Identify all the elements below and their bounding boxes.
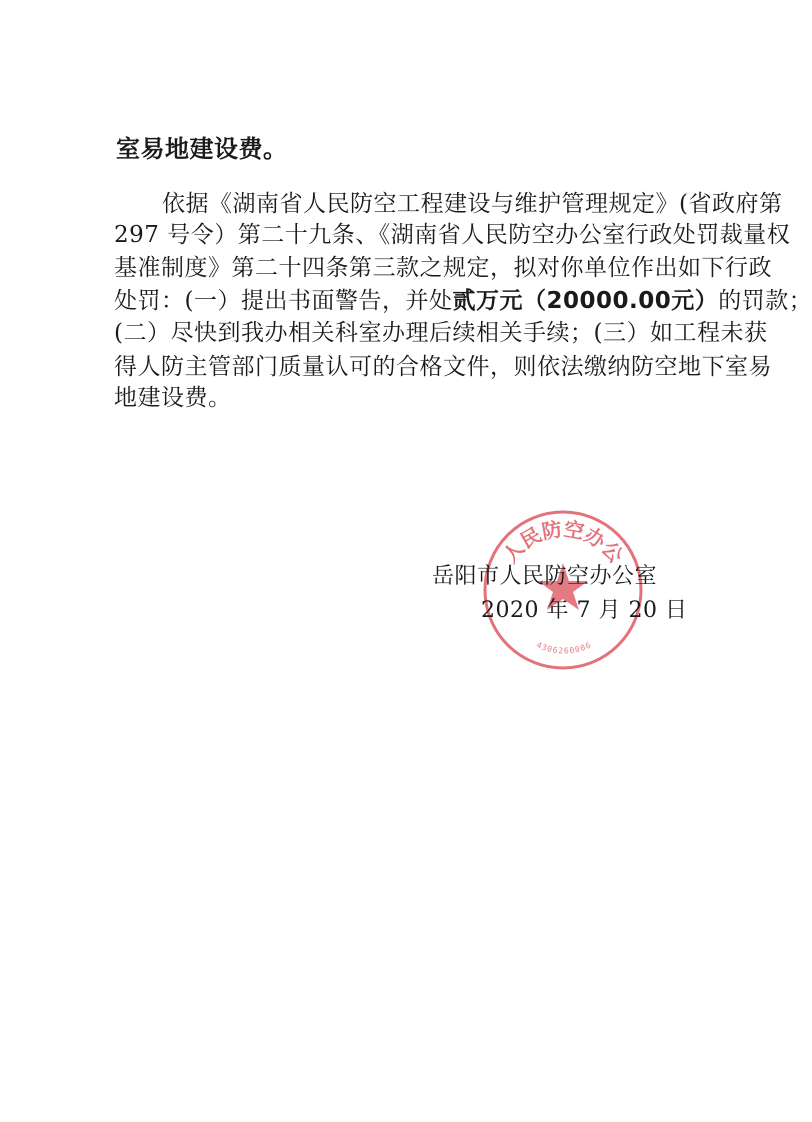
body-line-3: 基准制度》第二十四条第三款之规定，拟对你单位作出如下行政 xyxy=(114,255,772,281)
body-line-6: 得人防主管部门质量认可的合格文件，则依法缴纳防空地下室易 xyxy=(114,354,772,380)
body-line-7: 地建设费。 xyxy=(114,385,232,411)
body-line-4 xyxy=(114,286,812,316)
svg-text:人民防空办公 xyxy=(498,517,629,569)
heading-fragment: 室易地建设费。 xyxy=(116,135,288,163)
body-line-5: (二）尽快到我办相关科室办理后续相关手续；(三）如工程未获 xyxy=(114,320,768,346)
fine-amount: 贰万元（20000.00元） xyxy=(452,288,719,314)
signature-date: 2020 年 7 月 20 日 xyxy=(481,598,688,623)
svg-text:4306260006 xyxy=(535,640,593,655)
seal-arc-text: 人民防空办公 xyxy=(497,516,629,568)
body-line-2: 297 号令）第二十九条、《湖南省人民防空办公室行政处罚裁量权 xyxy=(114,222,791,248)
body-line-4-pre: 处罚：(一）提出书面警告，并处 xyxy=(114,288,453,314)
body-line-4-post: 的罚款； xyxy=(718,288,812,314)
signature-org: 岳阳市人民防空办公室 xyxy=(432,564,658,589)
seal-number: 4306260006 xyxy=(535,640,593,656)
body-line-1: 依据《湖南省人民防空工程建设与维护管理规定》(省政府第 xyxy=(162,191,783,217)
